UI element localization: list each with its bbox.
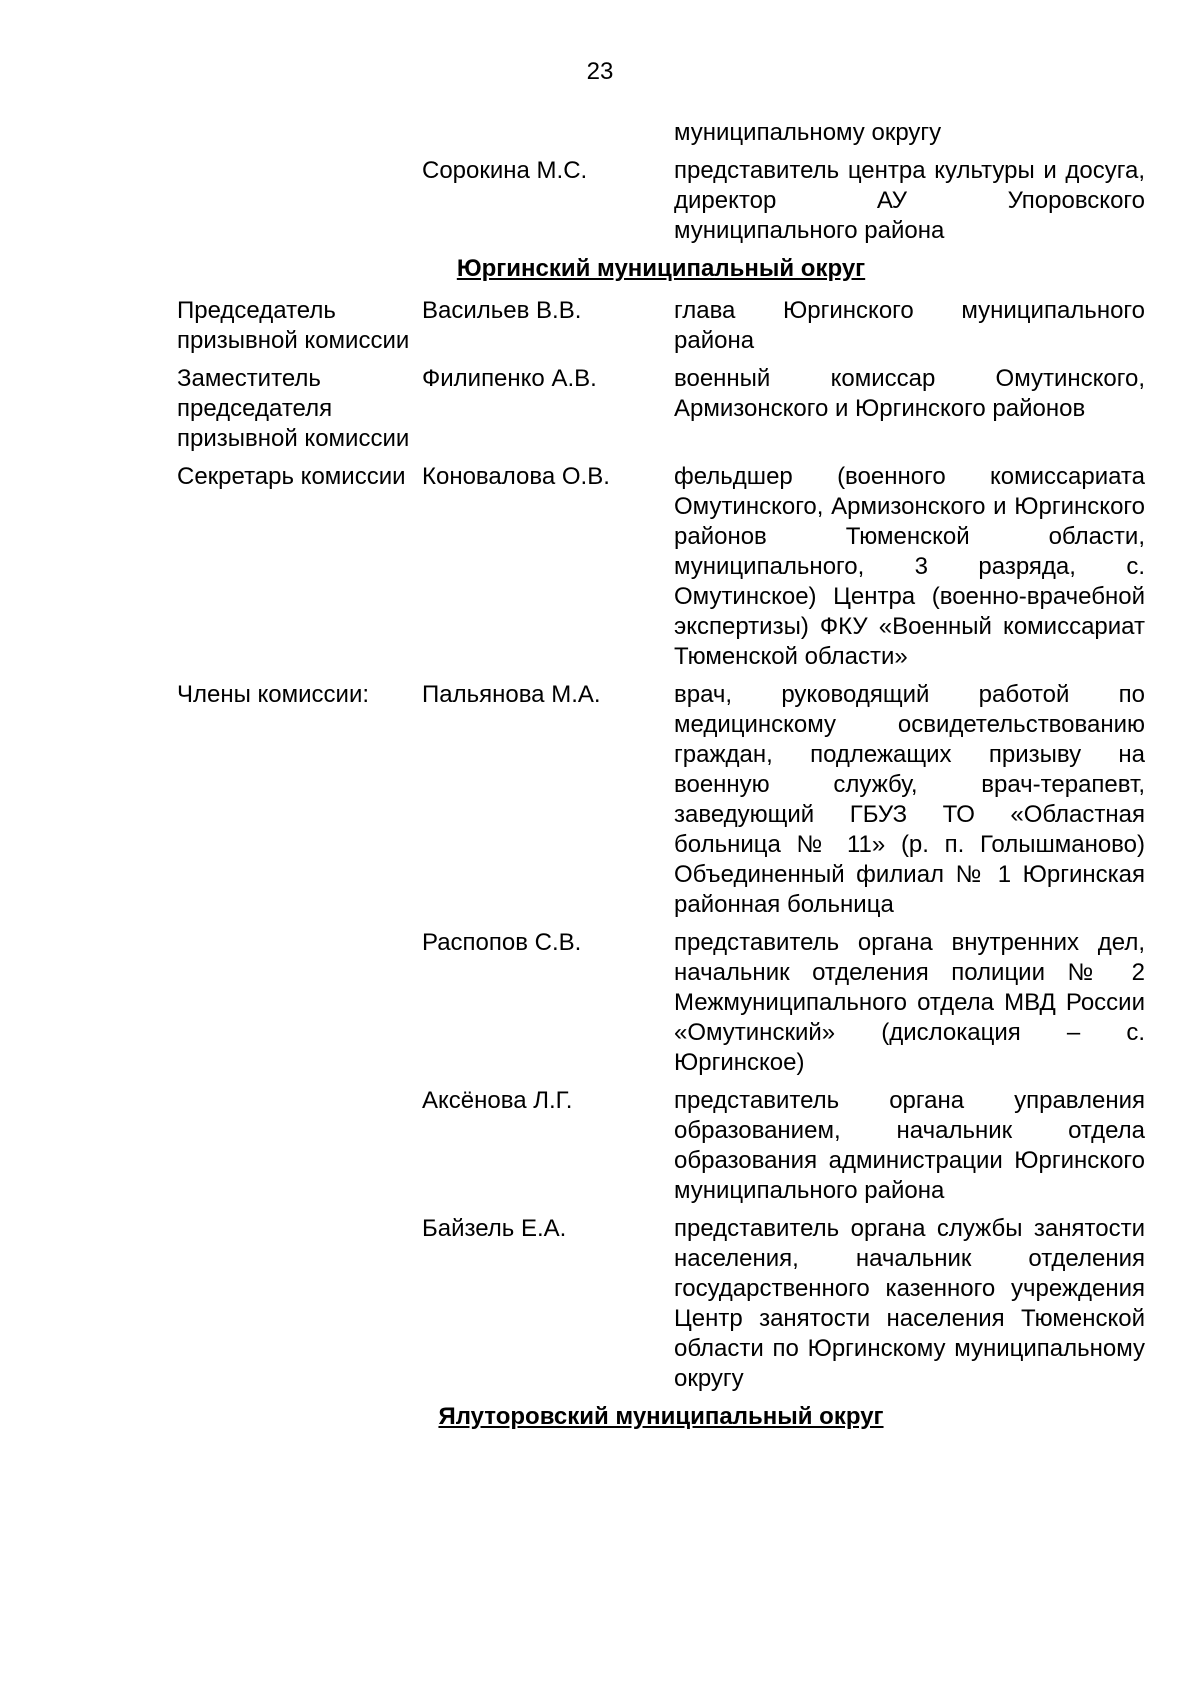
name-cell: Филипенко А.В. xyxy=(422,365,597,392)
description-cell: врач, руководящий работой по медицинскому освидетельствованию граждан, подлежащих призыву на военную службу, врач-терапевт, заведующий ГБУЗ ТО «Областная больница № 11» (р. п. Голышманово) Объединенный филиал № 1 Юргинская районная больница xyxy=(674,681,1145,918)
name-cell: Байзель Е.А. xyxy=(422,1215,567,1242)
table-row xyxy=(177,680,1145,920)
commission-list xyxy=(177,118,1145,1444)
table-row xyxy=(177,1086,1145,1206)
role-cell xyxy=(177,1214,422,1394)
name-cell: Васильев В.В. xyxy=(422,297,582,324)
description-cell: фельдшер (военного комиссариата Омутинского, Армизонского и Юргинского районов Тюменской области, муниципального, 3 разряда, с. Омутинское) Центра (военно-врачебной экспертизы) ФКУ «Военный комиссариат Тюменской области» xyxy=(674,463,1145,670)
role-cell: Члены комиссии: xyxy=(177,681,370,708)
role-cell: Заместитель председателя призывной комиссии xyxy=(177,365,410,452)
description-cell: представитель органа внутренних дел, начальник отделения полиции № 2 Межмуниципального отдела МВД России «Омутинский» (дислокация – с. Юргинское) xyxy=(674,929,1145,1076)
name-cell xyxy=(422,118,674,148)
description-cell: муниципальному округу xyxy=(674,119,942,146)
role-cell xyxy=(177,118,422,148)
name-cell: Аксёнова Л.Г. xyxy=(422,1087,573,1114)
description-cell: представитель центра культуры и досуга, директор АУ Упоровского муниципального района xyxy=(674,157,1145,244)
name-cell: Распопов С.В. xyxy=(422,929,582,956)
description-cell: представитель органа службы занятости населения, начальник отделения государственного казенного учреждения Центр занятости населения Тюменской области по Юргинскому муниципальному округу xyxy=(674,1215,1145,1392)
section-title: Ялуторовский муниципальный округ xyxy=(438,1403,884,1430)
description-cell: военный комиссар Омутинского, Армизонского и Юргинского районов xyxy=(674,365,1145,422)
table-row xyxy=(177,296,1145,356)
table-row xyxy=(177,928,1145,1078)
table-row xyxy=(177,364,1145,454)
description-cell: глава Юргинского муниципального района xyxy=(674,297,1145,354)
role-cell xyxy=(177,928,422,1078)
table-row xyxy=(177,118,1145,148)
page-number: 23 xyxy=(586,58,614,85)
role-cell xyxy=(177,156,422,246)
role-cell: Председатель призывной комиссии xyxy=(177,297,410,354)
section-title: Юргинский муниципальный округ xyxy=(456,255,866,282)
table-row xyxy=(177,156,1145,246)
role-cell: Секретарь комиссии xyxy=(177,463,406,490)
description-cell: представитель органа управления образованием, начальник отдела образования администрации Юргинского муниципального района xyxy=(674,1087,1145,1204)
table-row xyxy=(177,462,1145,672)
role-cell xyxy=(177,1086,422,1206)
name-cell: Коновалова О.В. xyxy=(422,463,610,490)
table-row xyxy=(177,1214,1145,1394)
name-cell: Сорокина М.С. xyxy=(422,157,588,184)
name-cell: Пальянова М.А. xyxy=(422,681,601,708)
